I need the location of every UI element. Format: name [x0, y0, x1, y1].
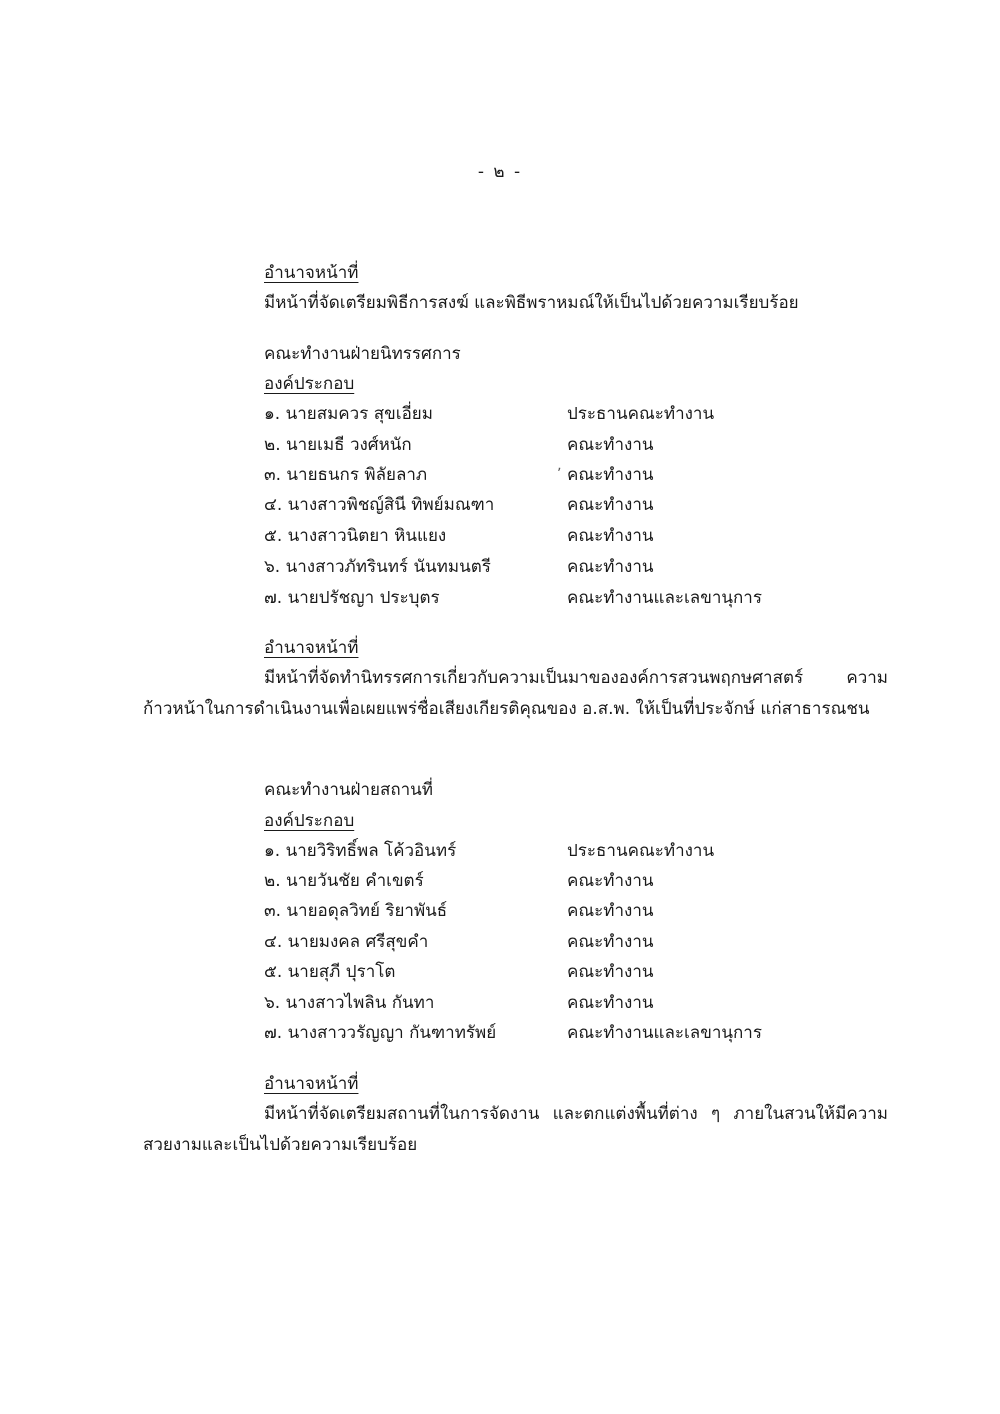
section3-duty-heading: อำนาจหน้าที่: [264, 1074, 359, 1094]
member-row: [264, 492, 824, 518]
member-name: ๔. นางสาวพิชญ์สินี ทิพย์มณฑา: [264, 495, 495, 515]
member-row: [264, 585, 824, 611]
member-name: ๖. นางสาวภัทรินทร์ นันทมนตรี: [264, 557, 491, 577]
member-row: [264, 959, 824, 985]
member-name: ๑. นายวิริทธิ์พล โค้วอินทร์: [264, 841, 457, 861]
member-name: ๓. นายอดุลวิทย์ ริยาพันธ์: [264, 901, 448, 921]
section2-duty-text: มีหน้าที่จัดทำนิทรรศการเกี่ยวกับความเป็นมาขององค์การสวนพฤกษศาสตร์ ความก้าวหน้าในการดำเนินงานเพื่อเผยแพร่ชื่อเสียงเกียรติคุณของ อ.ส.พ. ให้เป็นที่ประจักษ์ แก่สาธารณชน: [143, 668, 888, 719]
member-role: คณะทำงานและเลขานุการ: [567, 588, 762, 608]
member-name: ๒. นายวันชัย คำเขตร์: [264, 871, 424, 891]
stray-mark: ʼ: [557, 466, 562, 482]
member-row: [264, 462, 824, 488]
member-role: คณะทำงาน: [567, 526, 654, 546]
member-row: [264, 554, 824, 580]
member-role: ประธานคณะทำงาน: [567, 404, 715, 424]
section2-composition-heading: องค์ประกอบ: [264, 374, 355, 394]
member-row: [264, 898, 824, 924]
member-row: [264, 838, 824, 864]
member-name: ๑. นายสมควร สุขเอี่ยม: [264, 404, 433, 424]
member-row: [264, 990, 824, 1016]
member-name: ๔. นายมงคล ศรีสุขคำ: [264, 932, 429, 952]
member-role: ประธานคณะทำงาน: [567, 841, 715, 861]
member-row: [264, 523, 824, 549]
member-role: คณะทำงาน: [567, 993, 654, 1013]
section3-duty-text: มีหน้าที่จัดเตรียมสถานที่ในการจัดงาน และตกแต่งพื้นที่ต่าง ๆ ภายในสวนให้มีความสวยงามและเป็นไปด้วยความเรียบร้อย: [143, 1104, 888, 1155]
member-role: คณะทำงาน: [567, 962, 654, 982]
member-role: คณะทำงาน: [567, 557, 654, 577]
member-row: [264, 401, 824, 427]
section2-title: คณะทำงานฝ่ายนิทรรศการ: [264, 344, 461, 364]
section1-duty-text: มีหน้าที่จัดเตรียมพิธีการสงฆ์ และพิธีพราหมณ์ให้เป็นไปด้วยความเรียบร้อย: [264, 293, 799, 313]
member-name: ๕. นายสุภี ปุราโต: [264, 962, 396, 982]
section1-duty-heading: อำนาจหน้าที่: [264, 263, 359, 283]
member-name: ๕. นางสาวนิตยา หินแยง: [264, 526, 447, 546]
section2-duty-paragraph: [143, 663, 888, 725]
member-role: คณะทำงาน: [567, 871, 654, 891]
member-role: คณะทำงาน: [567, 495, 654, 515]
member-role: คณะทำงาน: [567, 932, 654, 952]
section3-title: คณะทำงานฝ่ายสถานที่: [264, 780, 434, 800]
member-name: ๖. นางสาวไพลิน กันทา: [264, 993, 435, 1013]
member-row: [264, 1020, 824, 1046]
member-role: คณะทำงาน: [567, 465, 654, 485]
member-role: คณะทำงาน: [567, 901, 654, 921]
member-name: ๒. นายเมธี วงศ์หนัก: [264, 435, 412, 455]
member-role: คณะทำงาน: [567, 435, 654, 455]
member-role: คณะทำงานและเลขานุการ: [567, 1023, 762, 1043]
member-row: [264, 929, 824, 955]
member-name: ๗. นายปรัชญา ประบุตร: [264, 588, 440, 608]
section2-duty-heading: อำนาจหน้าที่: [264, 638, 359, 658]
section3-composition-heading: องค์ประกอบ: [264, 811, 355, 831]
member-name: ๗. นางสาววรัญญา กันฑาทรัพย์: [264, 1023, 497, 1043]
member-row: [264, 432, 824, 458]
section3-duty-paragraph: [143, 1099, 888, 1161]
page-number: - ๒ -: [477, 162, 523, 182]
member-name: ๓. นายธนกร พิลัยลาภ: [264, 465, 428, 485]
member-row: [264, 868, 824, 894]
